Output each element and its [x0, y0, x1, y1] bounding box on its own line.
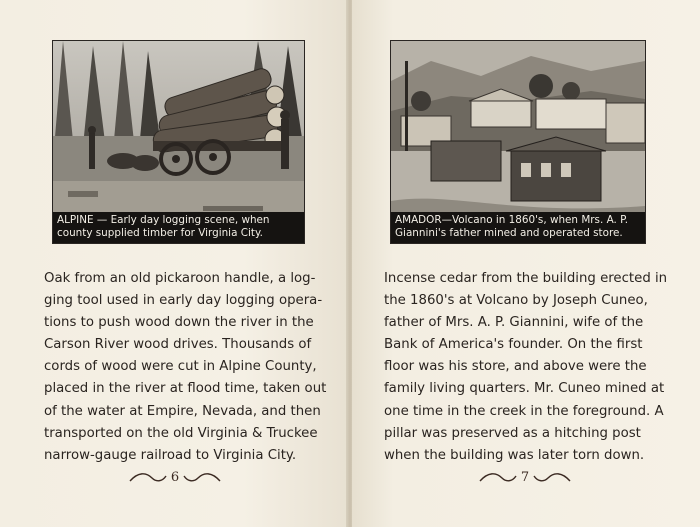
left-body-text [44, 268, 327, 467]
text-line: the 1860's at Volcano by Joseph Cuneo, [384, 293, 648, 309]
text-line: Carson River wood drives. Thousands of [44, 337, 312, 353]
text-line: when the building was later torn down. [384, 447, 645, 463]
text-line: tions to push wood down the river in the [44, 315, 314, 331]
amador-caption [391, 212, 645, 243]
caption-text: — Early day logging scene, when county supplied timber for Virginia City. [57, 214, 270, 239]
volcano-photo [390, 40, 646, 244]
text-line: of the water at Empire, Nevada, and then [44, 403, 321, 419]
text-line: cords of wood were cut in Alpine County, [44, 359, 317, 375]
text-line: Incense cedar from the building erected in [384, 271, 668, 286]
text-line: Oak from an old pickaroon handle, a log- [44, 271, 316, 286]
right-flourish-icon [182, 470, 222, 484]
text-line: transported on the old Virginia & Truckee [44, 425, 318, 441]
page-number-label: 7 [520, 469, 530, 485]
alpine-caption [53, 212, 304, 243]
text-line: placed in the river at flood time, taken out [44, 381, 327, 397]
logging-photo [52, 40, 305, 244]
page-number-7 [470, 466, 580, 488]
right-body-text [384, 268, 674, 467]
left-flourish-icon [128, 470, 168, 484]
left-flourish-icon [478, 470, 518, 484]
text-line: father of Mrs. A. P. Giannini, wife of the [384, 315, 644, 331]
right-flourish-icon [532, 470, 572, 484]
text-line: one time in the creek in the foreground. A [384, 403, 664, 419]
page-number-label: 6 [170, 469, 180, 485]
text-line: floor was his store, and above were the [384, 359, 647, 375]
caption-place: AMADOR [395, 214, 442, 226]
page-number-6 [120, 466, 230, 488]
left-page [0, 0, 348, 527]
text-line: Bank of America's founder. On the first [384, 337, 643, 353]
text-line: pillar was preserved as a hitching post [384, 425, 641, 441]
caption-place: ALPINE [57, 214, 94, 226]
text-line: narrow-gauge railroad to Virginia City. [44, 447, 297, 463]
caption-text: —Volcano in 1860's, when Mrs. A. P. Giannini's father mined and operated store. [395, 214, 629, 239]
text-line: ging tool used in early day logging opera- [44, 293, 323, 309]
text-line: family living quarters. Mr. Cuneo mined at [384, 381, 665, 397]
right-page [352, 0, 700, 527]
